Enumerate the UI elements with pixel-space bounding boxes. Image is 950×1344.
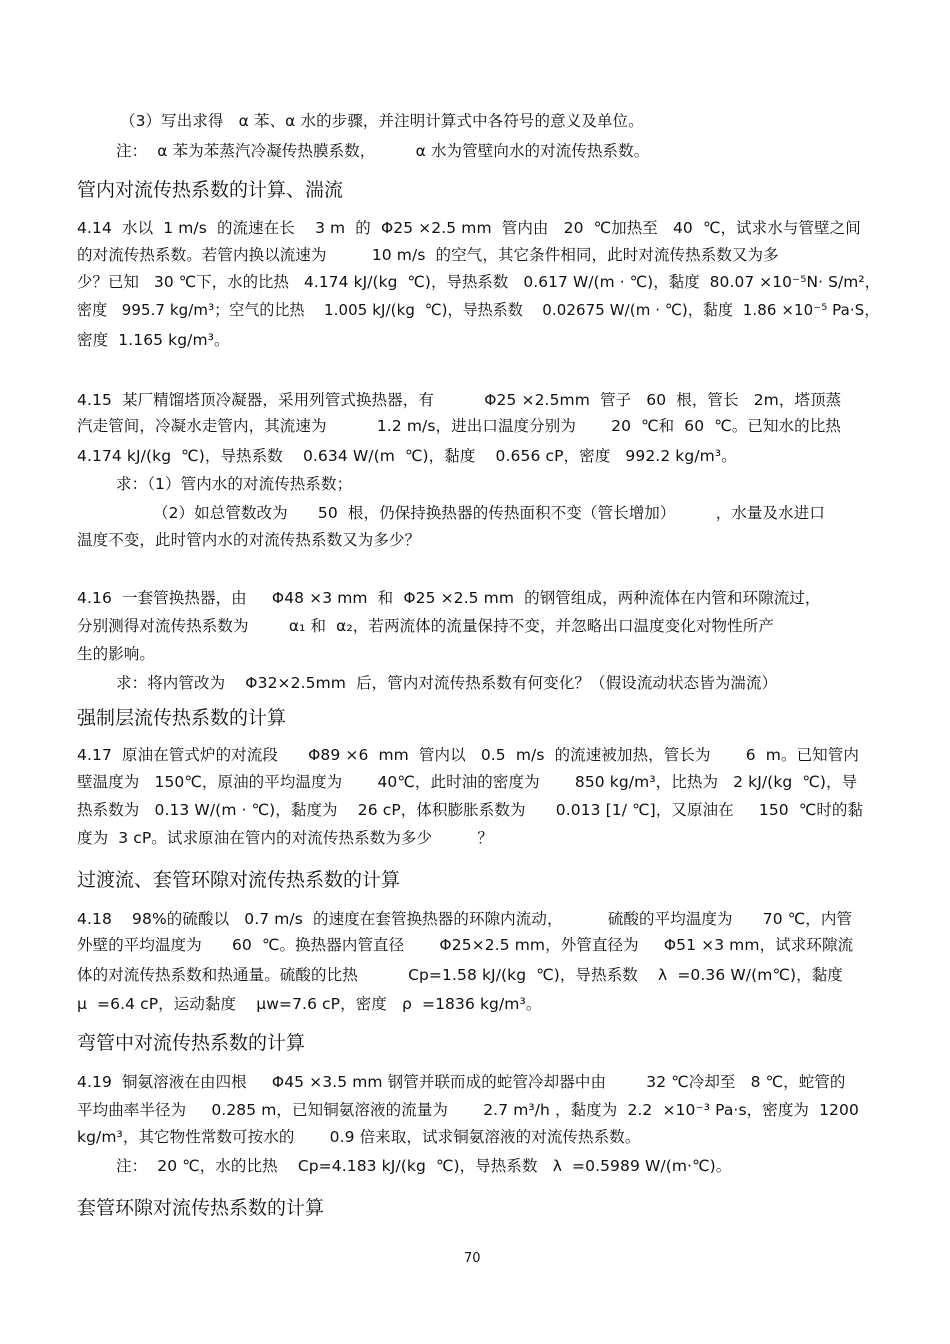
problem-4-18-line: 体的对流传热系数和热通量。硫酸的比热 Cp=1.58 kJ/(kg ℃)，导热系数 λ =0.36 W/(m℃)，黏度: [77, 966, 843, 984]
problem-4-18-line: 外壁的平均温度为 60 ℃。换热器内管直径 Φ25×2.5 mm，外管直径为 Φ51 ×3 mm，试求环隙流: [77, 936, 854, 954]
section-heading: 过渡流、套管环隙对流传热系数的计算: [77, 869, 401, 891]
problem-4-18-line: 4.18 98%的硫酸以 0.7 m/s 的速度在套管换热器的环隙内流动， 硫酸的平均温度为 70 ℃，内管: [77, 910, 853, 928]
problem-4-19-line: kg/m³，其它物性常数可按水的 0.9 倍来取，试求铜氨溶液的对流传热系数。: [77, 1128, 641, 1146]
problem-4-19-line: 平均曲率半径为 0.285 m，已知铜氨溶液的流量为 2.7 m³/h ，黏度为 2.2 ×10⁻³ Pa·s，密度为 1200: [77, 1101, 859, 1119]
problem-4-17-line: 壁温度为 150℃，原油的平均温度为 40℃，此时油的密度为 850 kg/m³，比热为 2 kJ/(kg ℃)，导: [77, 773, 858, 791]
problem-4-14-line: 4.14 水以 1 m/s 的流速在长 3 m 的 Φ25 ×2.5 mm 管内由 20 ℃加热至 40 ℃，试求水与管壁之间: [77, 219, 861, 237]
problem-4-14-line: 密度 1.165 kg/m³。: [77, 331, 230, 349]
problem-4-16-line: 分别测得对流传热系数为 α₁ 和 α₂，若两流体的流量保持不变，并忽略出口温度变化对物性所产: [77, 617, 774, 635]
problem-4-15-line: 求：（1）管内水的对流传热系数；: [116, 475, 353, 493]
note-line: 注： 20 ℃，水的比热 Cp=4.183 kJ/(kg ℃)，导热系数 λ =0.5989 W/(m·℃)。: [116, 1157, 732, 1175]
problem-4-16-line: 生的影响。: [77, 645, 156, 663]
text-line: （3）写出求得 α 苯、α 水的步骤，并注明计算式中各符号的意义及单位。: [120, 112, 644, 130]
problem-4-15-line: 温度不变，此时管内水的对流传热系数又为多少？: [77, 531, 421, 549]
note-line: 注： α 苯为苯蒸汽冷凝传热膜系数， α 水为管壁向水的对流传热系数。: [116, 142, 650, 160]
problem-4-16-line: 4.16 一套管换热器，由 Φ48 ×3 mm 和 Φ25 ×2.5 mm 的钢管组成，两种流体在内管和环隙流过，: [77, 589, 821, 607]
problem-4-19-line: 4.19 铜氨溶液在由四根 Φ45 ×3.5 mm 钢管并联而成的蛇管冷却器中由 32 ℃冷却至 8 ℃，蛇管的: [77, 1073, 846, 1091]
section-heading: 强制层流传热系数的计算: [77, 707, 287, 729]
problem-4-17-line: 4.17 原油在管式炉的对流段 Φ89 ×6 mm 管内以 0.5 m/s 的流速被加热，管长为 6 m。已知管内: [77, 746, 859, 764]
page-number: 70: [464, 1251, 481, 1266]
problem-4-15-line: （2）如总管数改为 50 根，仍保持换热器的传热面积不变（管长增加） ，水量及水进口: [153, 504, 825, 522]
problem-4-14-line: 的对流传热系数。若管内换以流速为 10 m/s 的空气，其它条件相同，此时对流传热系数又为多: [77, 246, 779, 264]
problem-4-16-line: 求：将内管改为 Φ32×2.5mm 后，管内对流传热系数有何变化？（假设流动状态皆为湍流）: [116, 674, 778, 692]
problem-4-14-line: 密度 995.7 kg/m³；空气的比热 1.005 kJ/(kg ℃)，导热系数 0.02675 W/(m · ℃)，黏度 1.86 ×10⁻⁵ Pa·S，: [77, 301, 880, 319]
section-heading: 弯管中对流传热系数的计算: [77, 1032, 306, 1054]
problem-4-15-line: 4.15 某厂精馏塔顶冷凝器，采用列管式换热器，有 Φ25 ×2.5mm 管子 60 根，管长 2m，塔顶蒸: [77, 391, 842, 409]
section-heading: 套管环隙对流传热系数的计算: [77, 1197, 325, 1219]
problem-4-18-line: μ =6.4 cP，运动黏度 μw=7.6 cP，密度 ρ =1836 kg/m³。: [77, 995, 542, 1013]
problem-4-15-line: 4.174 kJ/(kg ℃)，导热系数 0.634 W/(m ℃)，黏度 0.656 cP，密度 992.2 kg/m³。: [77, 447, 737, 465]
problem-4-17-line: 热系数为 0.13 W/(m · ℃)，黏度为 26 cP，体积膨胀系数为 0.013 [1/ ℃]，又原油在 150 ℃时的黏: [77, 801, 864, 819]
problem-4-15-line: 汽走管间，冷凝水走管内，其流速为 1.2 m/s，进出口温度分别为 20 ℃和 60 ℃。已知水的比热: [77, 417, 841, 435]
problem-4-17-line: 度为 3 cP。试求原油在管内的对流传热系数为多少 ？: [77, 829, 493, 847]
section-heading: 管内对流传热系数的计算、湍流: [77, 179, 344, 201]
problem-4-14-line: 少？已知 30 ℃下，水的比热 4.174 kJ/(kg ℃)，导热系数 0.617 W/(m · ℃)，黏度 80.07 ×10⁻⁵N· S/m²，: [77, 273, 881, 291]
